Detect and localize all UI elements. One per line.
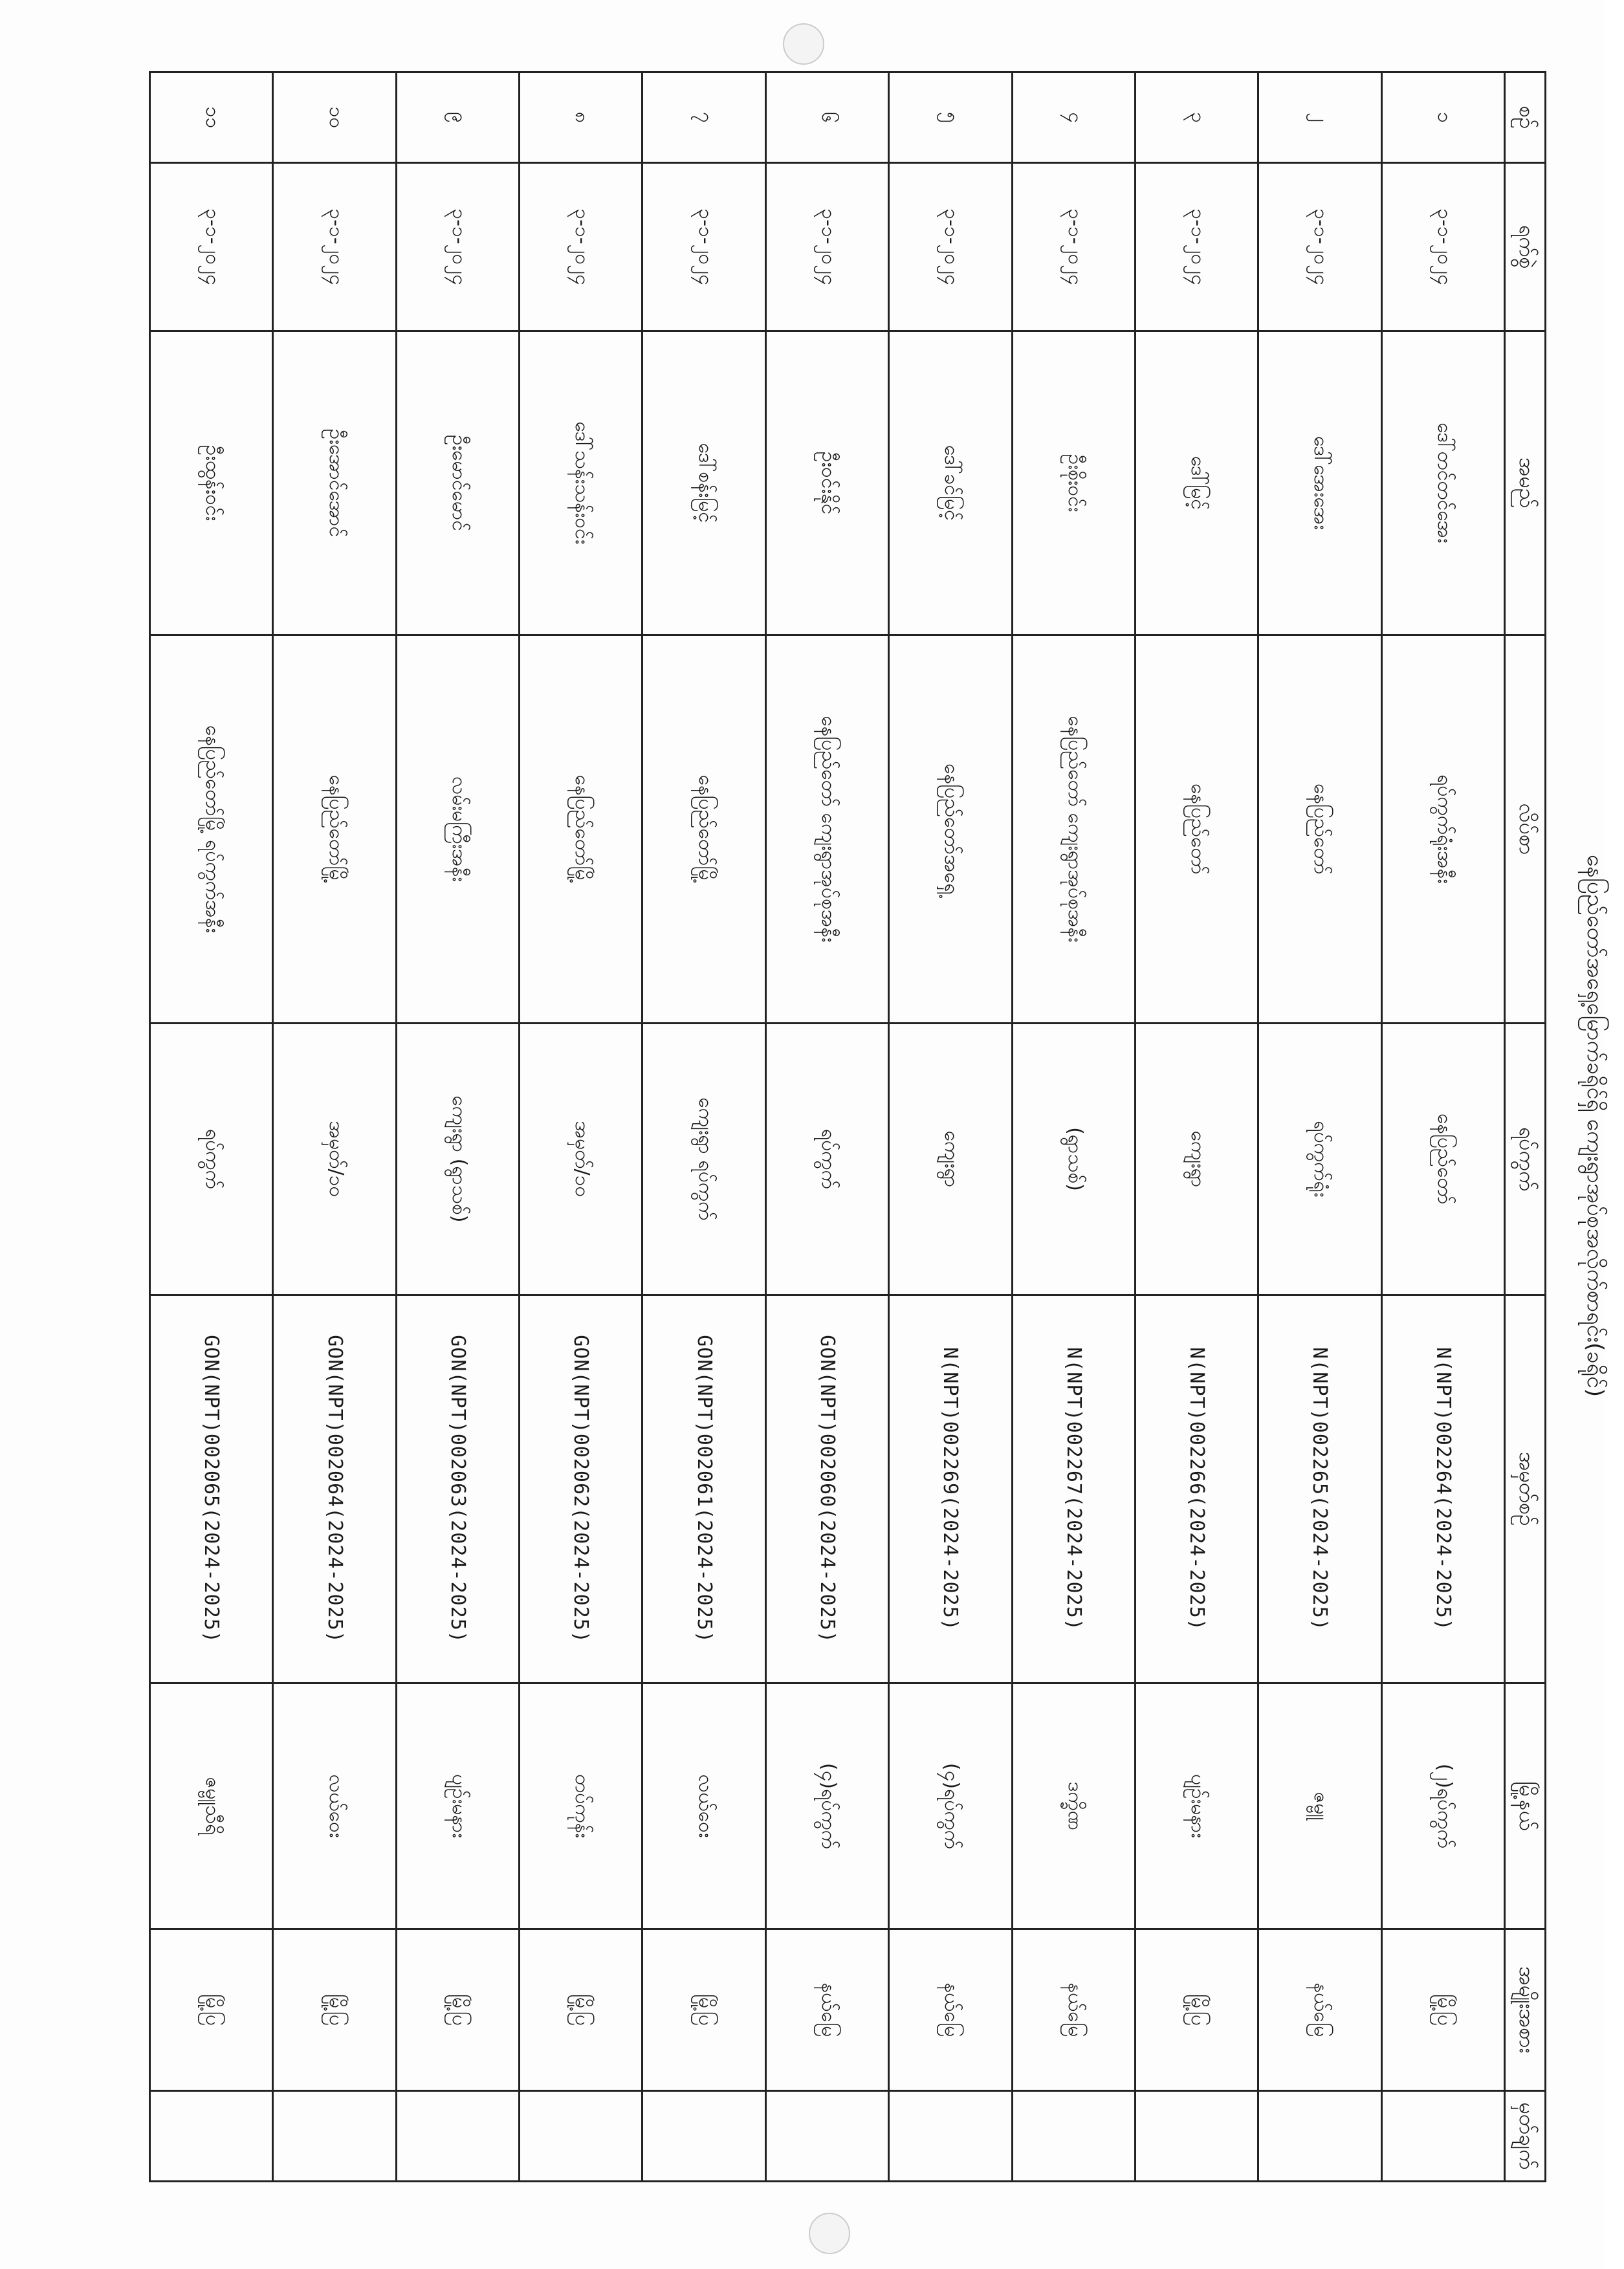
row-note: [273, 2091, 396, 2182]
row-no: ၉: [396, 72, 519, 163]
row-name: ဦးထွန်းဝင်း: [150, 331, 273, 635]
row-name: ဦးစိုးဝင်း: [1012, 331, 1135, 635]
row-address: နေပြည်တော် ကျေးရွာအုပ်စုအနီး: [1012, 635, 1135, 1024]
row-note: [642, 2091, 765, 2182]
row-township: (၄)ရပ်ကွက်: [765, 1683, 888, 1929]
row-no: ၁၁: [150, 72, 273, 163]
row-address: လမ်းမကြီးအနီး: [396, 635, 519, 1024]
header-no: စဉ်: [1505, 72, 1546, 163]
row-id: N(NPT)002269(2024-2025): [889, 1295, 1012, 1683]
row-ward: ကျေးရွာ ရပ်ကွက်: [642, 1024, 765, 1295]
row-type: မြို့ပြ: [273, 1929, 396, 2091]
row-ward: အမှတ်/၁၀: [520, 1024, 642, 1295]
row-date: ၃-၁-၂၀၂၄: [1381, 163, 1504, 331]
row-note: [1381, 2091, 1504, 2182]
table-row: [1135, 72, 1258, 2182]
header-date: ရက်စွဲ: [1505, 163, 1546, 331]
rotated-document: [149, 71, 1608, 2180]
row-id: N(NPT)002267(2024-2025): [1012, 1295, 1135, 1683]
row-date: ၃-၁-၂၀၂၄: [765, 163, 888, 331]
row-name: ဒေါ်ခင်မြင့်: [889, 331, 1012, 635]
row-township: (၂)ရပ်ကွက်: [1381, 1683, 1504, 1929]
table-row: [642, 72, 765, 2182]
row-note: [150, 2091, 273, 2182]
header-id: အမှတ်စဉ်: [1505, 1295, 1546, 1683]
row-note: [765, 2091, 888, 2182]
row-date: ၃-၁-၂၀၂၄: [396, 163, 519, 331]
row-type: နယ်မြေ: [889, 1929, 1012, 2091]
header-row: [1505, 72, 1546, 2182]
row-township: ဇမ္ဗူ: [1258, 1683, 1381, 1929]
row-address: နေပြည်တော်အရှေ့: [889, 635, 1012, 1024]
row-date: ၃-၁-၂၀၂၄: [889, 163, 1012, 331]
header-township: မြို့နယ်: [1505, 1683, 1546, 1929]
row-no: ၁: [1381, 72, 1504, 163]
row-name: ဦးဝင်းနိုင်: [765, 331, 888, 635]
table-row: [150, 72, 273, 2182]
table-body: [150, 72, 1505, 2182]
header-type: အမျိုးအစား: [1505, 1929, 1546, 2091]
row-township: လယ်ဝေး: [642, 1683, 765, 1929]
row-township: ပျဉ်းမနား: [1135, 1683, 1258, 1929]
header-address: လိပ်စာ: [1505, 635, 1546, 1024]
row-no: ၅: [889, 72, 1012, 163]
row-township: (၄)ရပ်ကွက်: [889, 1683, 1012, 1929]
row-no: ၃: [1135, 72, 1258, 163]
row-name: ဒေါ်မြင့်: [1135, 331, 1258, 635]
row-name: ဒေါ်စန်းမြင့်: [642, 331, 765, 635]
row-no: ၈: [520, 72, 642, 163]
row-date: ၃-၁-၂၀၂၄: [1135, 163, 1258, 331]
row-type: မြို့ပြ: [396, 1929, 519, 2091]
row-date: ၃-၁-၂၀၂၄: [1012, 163, 1135, 331]
row-id: N(NPT)002266(2024-2025): [1135, 1295, 1258, 1683]
row-id: GON(NPT)002063(2024-2025): [396, 1295, 519, 1683]
row-township: လယ်ဝေး: [273, 1683, 396, 1929]
row-address: နေပြည်တော်မြို့: [273, 635, 396, 1024]
row-id: N(NPT)002265(2024-2025): [1258, 1295, 1381, 1683]
row-note: [520, 2091, 642, 2182]
row-name: ဦးမောင်မောင်: [396, 331, 519, 635]
row-type: မြို့ပြ: [1381, 1929, 1504, 2091]
row-note: [1135, 2091, 1258, 2182]
row-note: [396, 2091, 519, 2182]
row-address: နေပြည်တော်မြို့: [520, 635, 642, 1024]
punch-hole: [783, 23, 824, 65]
row-township: ဇမ္ဗူသီရိ: [150, 1683, 273, 1929]
row-no: ၂: [1258, 72, 1381, 163]
table-row: [1258, 72, 1381, 2182]
header-name: အမည်: [1505, 331, 1546, 635]
row-date: ၃-၁-၂၀၂၄: [273, 163, 396, 331]
row-address: နေပြည်တော်: [1135, 635, 1258, 1024]
table-row: [1381, 72, 1504, 2182]
row-address: နေပြည်တော် ကျေးရွာအုပ်စုအနီး: [765, 635, 888, 1024]
punch-hole: [809, 2213, 850, 2254]
row-date: ၃-၁-၂၀၂၄: [642, 163, 765, 331]
row-id: GON(NPT)002061(2024-2025): [642, 1295, 765, 1683]
row-township: တပ်ကုန်း: [520, 1683, 642, 1929]
row-address: နေပြည်တော်မြို့ ရပ်ကွက်အနီး: [150, 635, 273, 1024]
row-address: ရပ်ကွက်ရုံးအနီး: [1381, 635, 1504, 1024]
row-name: ဒေါ်သန်းသန်းဝင်း: [520, 331, 642, 635]
row-ward: (ရွာသစ်): [1012, 1024, 1135, 1295]
row-ward: ကျေးရွာ: [889, 1024, 1012, 1295]
row-no: ၄: [1012, 72, 1135, 163]
row-ward: နေပြည်တော်: [1381, 1024, 1504, 1295]
table-row: [396, 72, 519, 2182]
row-ward: ကျေးရွာ: [1135, 1024, 1258, 1295]
row-type: မြို့ပြ: [520, 1929, 642, 2091]
table-row: [1012, 72, 1135, 2182]
row-type: နယ်မြေ: [765, 1929, 888, 2091]
row-township: ဒက္ခိဏ: [1012, 1683, 1135, 1929]
header-ward: ရပ်ကွက်: [1505, 1024, 1546, 1295]
row-ward: ရပ်ကွက်ရုံး: [1258, 1024, 1381, 1295]
row-date: ၃-၁-၂၀၂၄: [520, 163, 642, 331]
row-note: [1258, 2091, 1381, 2182]
row-ward: အမှတ်/၁၀: [273, 1024, 396, 1295]
table-row: [273, 72, 396, 2182]
row-type: နယ်မြေ: [1258, 1929, 1381, 2091]
row-type: မြို့ပြ: [1135, 1929, 1258, 2091]
row-id: GON(NPT)002065(2024-2025): [150, 1295, 273, 1683]
row-no: ၆: [765, 72, 888, 163]
row-id: GON(NPT)002064(2024-2025): [273, 1295, 396, 1683]
row-id: GON(NPT)002060(2024-2025): [765, 1295, 888, 1683]
row-date: ၃-၁-၂၀၂၄: [150, 163, 273, 331]
row-address: နေပြည်တော်မြို့: [642, 635, 765, 1024]
row-type: နယ်မြေ: [1012, 1929, 1135, 2091]
row-name: ဒေါ်အေးအေး: [1258, 331, 1381, 635]
row-ward: ရပ်ကွက်: [150, 1024, 273, 1295]
row-type: မြို့ပြ: [150, 1929, 273, 2091]
table-row: [889, 72, 1012, 2182]
document-caption: နေပြည်တော်အရှေ့မြောက်ခရိုင်ရှိ ကျေးရွာအုပ်စုအလိုက်စာရင်း(ခရိုင်): [1582, 854, 1608, 1398]
header-note: မှတ်ချက်: [1505, 2091, 1546, 2182]
row-id: GON(NPT)002062(2024-2025): [520, 1295, 642, 1683]
row-address: နေပြည်တော်: [1258, 635, 1381, 1024]
row-date: ၃-၁-၂၀၂၄: [1258, 163, 1381, 331]
row-type: မြို့ပြ: [642, 1929, 765, 2091]
row-name: ဒေါ်တင်တင်အေး: [1381, 331, 1504, 635]
row-note: [1012, 2091, 1135, 2182]
table-row: [520, 72, 642, 2182]
row-id: N(NPT)002264(2024-2025): [1381, 1295, 1504, 1683]
row-no: ၇: [642, 72, 765, 163]
row-township: ပျဉ်းမနား: [396, 1683, 519, 1929]
table-row: [765, 72, 888, 2182]
row-ward: ကျေးရွာ (ရွာသစ်): [396, 1024, 519, 1295]
register-table: [149, 71, 1546, 2182]
row-ward: ရပ်ကွက်: [765, 1024, 888, 1295]
row-note: [889, 2091, 1012, 2182]
row-no: ၁၀: [273, 72, 396, 163]
row-name: ဦးအောင်အောင်: [273, 331, 396, 635]
